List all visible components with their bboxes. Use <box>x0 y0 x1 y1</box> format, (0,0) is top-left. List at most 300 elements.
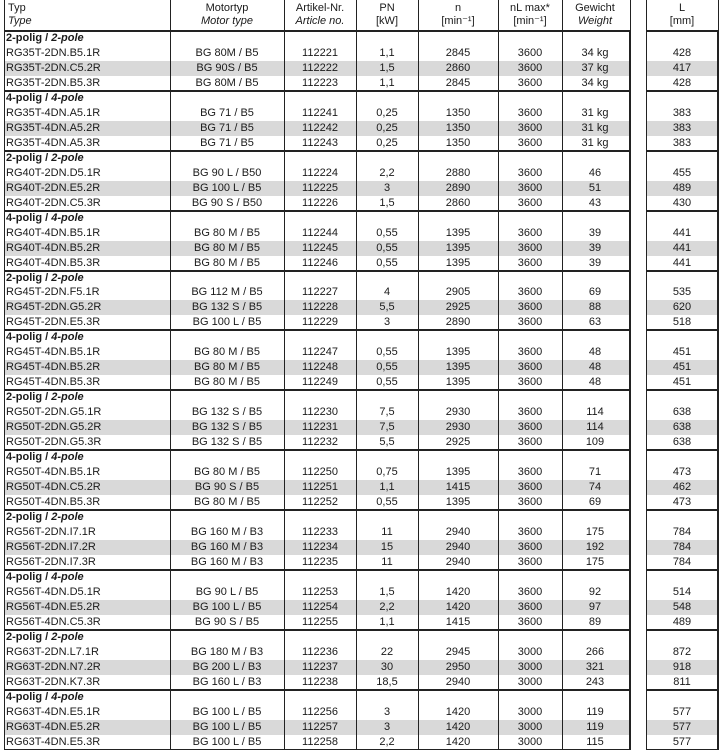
group-label-en: 2-pole <box>51 511 84 524</box>
cell-weight: 119 <box>586 705 604 718</box>
length-group-frame <box>646 91 718 151</box>
cell-speed: 1420 <box>445 705 471 718</box>
cell-motor-type: BG 90 S / B5 <box>194 615 260 628</box>
cell-weight: 243 <box>585 675 605 688</box>
cell-power: 2,2 <box>379 600 395 613</box>
cell-article-no: 112257 <box>302 720 338 733</box>
cell-max-speed: 3000 <box>517 735 543 748</box>
cell-article-no: 112247 <box>302 346 338 359</box>
cell-motor-type: BG 132 S / B5 <box>191 301 263 314</box>
cell-max-speed: 3600 <box>517 585 543 598</box>
cell-length: 451 <box>672 346 692 359</box>
cell-weight: 88 <box>588 301 602 314</box>
cell-power: 22 <box>380 645 394 658</box>
cell-max-speed: 3600 <box>517 166 543 179</box>
group-label-en: 4-pole <box>51 91 84 104</box>
cell-motor-type: BG 100 L / B5 <box>192 316 262 329</box>
cell-power: 1,1 <box>379 615 395 628</box>
cell-type: RG40T-2DN.D5.1R <box>6 166 101 179</box>
cell-type: RG50T-2DN.G5.3R <box>6 436 102 449</box>
cell-length: 417 <box>646 61 718 76</box>
cell-max-speed: 3600 <box>517 615 543 628</box>
header-typ-de: Typ <box>8 2 26 14</box>
header-n-unit: [min⁻¹] <box>441 15 475 27</box>
cell-length: 441 <box>646 241 718 256</box>
cell-max-speed: 3600 <box>517 196 543 209</box>
cell-speed: 2930 <box>445 406 471 419</box>
cell-power: 3 <box>383 181 391 194</box>
cell-length: 441 <box>672 226 692 239</box>
column-separator <box>170 0 171 750</box>
cell-power: 7,5 <box>379 421 395 434</box>
cell-length: 784 <box>672 555 692 568</box>
cell-power: 11 <box>381 526 393 538</box>
cell-max-speed: 3600 <box>517 61 543 74</box>
header-gewicht-en: Weight <box>577 15 613 27</box>
cell-max-speed: 3600 <box>517 241 543 254</box>
cell-motor-type: BG 90 S / B5 <box>194 481 260 494</box>
cell-article-no: 112228 <box>302 301 338 314</box>
header-nl <box>498 2 562 28</box>
header-motortyp-de: Motortyp <box>205 2 249 14</box>
cell-speed: 2950 <box>445 660 471 673</box>
cell-weight: 321 <box>585 660 605 673</box>
table-border <box>718 0 719 750</box>
table-border <box>630 0 631 750</box>
motor-group-frame <box>4 390 630 450</box>
cell-weight: 114 <box>586 406 604 419</box>
column-separator <box>498 0 499 750</box>
cell-motor-type: BG 100 L / B5 <box>192 705 262 718</box>
cell-speed: 1350 <box>445 106 471 119</box>
header-typ <box>8 2 32 28</box>
cell-power: 2,2 <box>379 735 395 748</box>
length-group-frame <box>646 450 718 510</box>
group-label-en: 2-pole <box>51 391 84 404</box>
cell-article-no: 112226 <box>302 196 338 209</box>
cell-speed: 2845 <box>445 46 471 59</box>
cell-speed: 2940 <box>445 675 471 688</box>
cell-power: 2,2 <box>379 166 395 179</box>
cell-speed: 1395 <box>445 376 471 389</box>
cell-article-no: 112235 <box>302 555 338 568</box>
header-artikel <box>284 2 356 28</box>
cell-weight: 109 <box>585 436 605 449</box>
cell-length: 811 <box>673 675 691 688</box>
cell-weight: 31 kg <box>581 106 609 119</box>
cell-max-speed: 3600 <box>517 421 543 434</box>
cell-length: 577 <box>672 735 692 748</box>
header-motortyp-en: Motor type <box>201 15 253 27</box>
cell-length: 462 <box>646 480 718 495</box>
cell-length: 638 <box>672 436 692 449</box>
cell-article-no: 112252 <box>302 496 338 509</box>
cell-length: 548 <box>646 600 718 615</box>
cell-length: 428 <box>672 46 692 59</box>
group-label-de: 4-polig / <box>6 331 52 344</box>
cell-max-speed: 3600 <box>517 121 543 134</box>
header-artikel-de: Artikel-Nr. <box>295 2 345 14</box>
cell-type: RG56T-4DN.C5.3R <box>6 615 101 628</box>
cell-power: 0,55 <box>376 256 398 269</box>
column-separator <box>562 0 563 750</box>
cell-type: RG40T-2DN.C5.3R <box>6 196 101 209</box>
motor-group-frame <box>4 630 630 690</box>
cell-power: 5,5 <box>379 301 395 314</box>
cell-speed: 1420 <box>445 600 471 613</box>
cell-max-speed: 3600 <box>517 136 543 149</box>
cell-max-speed: 3600 <box>517 181 543 194</box>
cell-power: 0,25 <box>376 136 398 149</box>
cell-max-speed: 3600 <box>517 256 543 269</box>
cell-article-no: 112258 <box>302 735 338 748</box>
group-label-en: 2-pole <box>51 32 84 44</box>
cell-motor-type: BG 80M / B5 <box>195 46 259 59</box>
cell-speed: 1420 <box>445 720 471 733</box>
cell-length: 473 <box>672 496 692 509</box>
header-typ-en: Type <box>8 15 32 27</box>
motor-group-frame <box>4 91 630 151</box>
cell-power: 7,5 <box>379 406 395 419</box>
group-label-en: 2-pole <box>51 630 84 643</box>
cell-article-no: 112248 <box>302 361 338 374</box>
cell-length: 784 <box>646 540 718 555</box>
cell-article-no: 112254 <box>302 600 338 613</box>
cell-length: 514 <box>672 585 692 598</box>
cell-type: RG63T-4DN.E5.2R <box>6 720 101 733</box>
cell-power: 0,55 <box>376 361 398 374</box>
header-gewicht <box>562 2 628 28</box>
cell-type: RG35T-4DN.A5.1R <box>6 106 101 119</box>
cell-power: 0,55 <box>376 241 398 254</box>
cell-type: RG63T-2DN.N7.2R <box>6 660 101 673</box>
header-pn-label: PN <box>379 2 395 14</box>
cell-speed: 2925 <box>445 436 471 449</box>
header-nl-unit: [min⁻¹] <box>513 15 547 27</box>
cell-power: 1,1 <box>379 76 395 89</box>
cell-speed: 2930 <box>445 421 471 434</box>
cell-motor-type: BG 80 M / B5 <box>193 256 261 269</box>
cell-article-no: 112229 <box>302 316 338 329</box>
cell-weight: 46 <box>588 166 602 179</box>
cell-type: RG50T-4DN.B5.1R <box>6 466 101 479</box>
cell-motor-type: BG 100 L / B5 <box>192 735 262 748</box>
cell-speed: 1395 <box>445 346 471 359</box>
cell-motor-type: BG 80M / B5 <box>195 76 259 89</box>
cell-article-no: 112233 <box>302 526 338 538</box>
group-label-de: 4-polig / <box>6 91 52 104</box>
cell-length: 577 <box>646 720 718 735</box>
group-label-en: 2-pole <box>51 151 84 164</box>
table-border <box>4 0 5 750</box>
cell-max-speed: 3600 <box>517 76 543 89</box>
cell-speed: 2925 <box>445 301 471 314</box>
cell-power: 0,55 <box>376 346 398 359</box>
cell-length: 638 <box>646 420 718 435</box>
cell-type: RG63T-4DN.E5.3R <box>6 735 101 748</box>
cell-article-no: 112237 <box>302 660 338 673</box>
motor-group-frame <box>4 570 630 630</box>
cell-type: RG35T-4DN.A5.3R <box>6 136 101 149</box>
cell-weight: 192 <box>585 540 605 553</box>
cell-weight: 34 kg <box>581 46 609 59</box>
cell-motor-type: BG 160 M / B3 <box>190 555 264 568</box>
cell-power: 0,55 <box>376 226 398 239</box>
cell-type: RG50T-2DN.G5.1R <box>6 406 102 419</box>
cell-length: 430 <box>672 196 692 209</box>
cell-power: 1,5 <box>379 585 395 598</box>
cell-power: 3 <box>383 316 391 329</box>
cell-power: 1,5 <box>379 61 395 74</box>
cell-motor-type: BG 100 L / B5 <box>192 600 262 613</box>
cell-article-no: 112249 <box>302 376 338 389</box>
cell-length: 535 <box>672 286 692 299</box>
cell-speed: 1395 <box>445 226 471 239</box>
cell-length: 638 <box>672 406 692 419</box>
cell-weight: 115 <box>586 735 604 748</box>
cell-article-no: 112224 <box>302 166 338 179</box>
cell-length: 451 <box>672 376 692 389</box>
motor-group-frame <box>4 151 630 211</box>
cell-article-no: 112251 <box>302 481 338 494</box>
cell-type: RG35T-2DN.B5.3R <box>6 76 101 89</box>
cell-speed: 2890 <box>445 181 471 194</box>
header-underline <box>4 30 630 31</box>
cell-max-speed: 3600 <box>517 526 543 538</box>
cell-article-no: 112243 <box>302 136 338 149</box>
cell-max-speed: 3000 <box>517 675 543 688</box>
cell-type: RG63T-2DN.K7.3R <box>6 675 101 688</box>
cell-weight: 69 <box>588 496 602 509</box>
cell-article-no: 112230 <box>302 406 338 419</box>
cell-speed: 2945 <box>445 645 471 658</box>
cell-weight: 39 <box>588 226 602 239</box>
cell-motor-type: BG 80 M / B5 <box>193 361 261 374</box>
cell-motor-type: BG 80 M / B5 <box>193 241 261 254</box>
cell-article-no: 112227 <box>302 286 338 299</box>
cell-type: RG45T-4DN.B5.1R <box>6 346 101 359</box>
header-l <box>646 2 718 28</box>
cell-type: RG45T-2DN.F5.1R <box>6 286 100 299</box>
length-group-frame <box>646 211 718 271</box>
cell-speed: 2940 <box>445 526 471 538</box>
header-n <box>418 2 498 28</box>
header-gewicht-de: Gewicht <box>575 2 615 14</box>
cell-article-no: 112244 <box>302 226 338 239</box>
cell-article-no: 112253 <box>302 585 338 598</box>
cell-power: 4 <box>383 286 391 299</box>
group-label-de: 4-polig / <box>6 211 52 224</box>
cell-type: RG35T-2DN.B5.1R <box>6 46 101 59</box>
cell-type: RG45T-2DN.G5.2R <box>6 301 102 314</box>
cell-type: RG56T-4DN.D5.1R <box>6 585 101 598</box>
cell-motor-type: BG 71 / B5 <box>200 106 254 119</box>
cell-power: 3 <box>383 720 391 733</box>
cell-article-no: 112256 <box>302 705 338 718</box>
cell-length: 872 <box>672 645 692 658</box>
cell-type: RG50T-2DN.G5.2R <box>6 421 102 434</box>
group-label-en: 4-pole <box>51 570 84 583</box>
cell-speed: 1395 <box>445 496 471 509</box>
cell-weight: 89 <box>588 615 602 628</box>
cell-speed: 1395 <box>445 241 471 254</box>
cell-length: 620 <box>646 300 718 315</box>
cell-speed: 1420 <box>445 735 471 748</box>
cell-article-no: 112225 <box>302 181 338 194</box>
cell-motor-type: BG 90 L / B50 <box>192 166 262 179</box>
cell-type: RG56T-2DN.I7.1R <box>6 526 96 538</box>
cell-weight: 48 <box>588 346 602 359</box>
cell-motor-type: BG 80 M / B5 <box>193 466 261 479</box>
cell-power: 0,55 <box>376 376 398 389</box>
cell-article-no: 112222 <box>302 61 338 74</box>
cell-speed: 2880 <box>445 166 471 179</box>
cell-article-no: 112223 <box>302 76 338 89</box>
cell-weight: 175 <box>585 526 605 538</box>
header-pn <box>356 2 418 28</box>
cell-power: 15 <box>380 540 394 553</box>
cell-max-speed: 3600 <box>517 226 543 239</box>
group-label-de: 4-polig / <box>6 451 52 464</box>
cell-weight: 34 kg <box>581 76 609 89</box>
cell-max-speed: 3600 <box>517 540 543 553</box>
cell-max-speed: 3600 <box>517 106 543 119</box>
column-separator <box>356 0 357 750</box>
cell-max-speed: 3600 <box>517 436 543 449</box>
cell-type: RG45T-2DN.E5.3R <box>6 316 101 329</box>
length-group-frame <box>646 271 718 331</box>
motor-group-frame <box>4 510 630 570</box>
cell-weight: 63 <box>588 316 602 329</box>
cell-max-speed: 3600 <box>517 466 543 479</box>
cell-weight: 31 kg <box>581 121 609 134</box>
cell-weight: 114 <box>586 421 604 434</box>
cell-motor-type: BG 71 / B5 <box>200 136 254 149</box>
cell-length: 473 <box>672 466 692 479</box>
cell-motor-type: BG 90S / B5 <box>196 61 258 74</box>
cell-max-speed: 3600 <box>517 496 543 509</box>
cell-motor-type: BG 132 S / B5 <box>191 421 263 434</box>
length-group-frame <box>646 31 718 91</box>
cell-weight: 31 kg <box>581 136 609 149</box>
cell-article-no: 112232 <box>302 436 338 449</box>
cell-speed: 1415 <box>445 481 471 494</box>
cell-article-no: 112221 <box>302 46 338 59</box>
header-pn-unit: [kW] <box>376 15 398 27</box>
cell-weight: 48 <box>588 376 602 389</box>
cell-article-no: 112246 <box>302 256 338 269</box>
cell-article-no: 112231 <box>302 421 338 434</box>
cell-length: 918 <box>646 660 718 675</box>
cell-motor-type: BG 160 M / B3 <box>190 526 264 538</box>
cell-type: RG45T-4DN.B5.2R <box>6 361 101 374</box>
cell-power: 0,55 <box>376 496 398 509</box>
cell-type: RG40T-4DN.B5.3R <box>6 256 101 269</box>
header-artikel-en: Article no. <box>295 15 345 27</box>
cell-motor-type: BG 160 M / B3 <box>190 540 264 553</box>
cell-weight: 48 <box>588 361 602 374</box>
cell-speed: 1420 <box>445 585 471 598</box>
group-label-de: 2-polig / <box>6 511 52 524</box>
cell-article-no: 112242 <box>302 121 338 134</box>
cell-motor-type: BG 112 M / B5 <box>191 286 263 299</box>
cell-weight: 175 <box>585 555 605 568</box>
cell-weight: 39 <box>588 241 602 254</box>
cell-max-speed: 3600 <box>517 600 543 613</box>
cell-article-no: 112245 <box>302 241 338 254</box>
length-group-frame <box>646 630 718 690</box>
cell-max-speed: 3600 <box>517 301 543 314</box>
cell-power: 1,1 <box>379 481 395 494</box>
group-label-de: 2-polig / <box>6 271 52 284</box>
cell-article-no: 112255 <box>302 615 338 628</box>
cell-motor-type: BG 80 M / B5 <box>193 376 261 389</box>
cell-weight: 71 <box>588 466 602 479</box>
length-group-frame <box>646 510 718 570</box>
cell-max-speed: 3600 <box>517 376 543 389</box>
cell-motor-type: BG 80 M / B5 <box>193 226 261 239</box>
cell-speed: 1350 <box>445 136 471 149</box>
cell-length: 489 <box>672 615 692 628</box>
cell-weight: 39 <box>588 256 602 269</box>
column-separator <box>284 0 285 750</box>
cell-article-no: 112241 <box>302 106 338 119</box>
length-group-frame <box>646 330 718 390</box>
cell-type: RG40T-4DN.B5.1R <box>6 226 101 239</box>
cell-max-speed: 3000 <box>517 705 543 718</box>
cell-speed: 2845 <box>445 76 471 89</box>
header-l-unit: [mm] <box>669 15 695 27</box>
group-label-de: 2-polig / <box>6 32 52 44</box>
cell-length: 455 <box>672 166 692 179</box>
cell-power: 0,25 <box>376 106 398 119</box>
cell-type: RG40T-2DN.E5.2R <box>6 181 101 194</box>
group-label-en: 4-pole <box>51 690 84 703</box>
cell-power: 0,75 <box>376 466 398 479</box>
length-group-frame <box>646 390 718 450</box>
motor-group-frame <box>4 450 630 510</box>
column-separator <box>418 0 419 750</box>
cell-article-no: 112234 <box>302 540 338 553</box>
group-label-de: 4-polig / <box>6 570 52 583</box>
cell-type: RG40T-4DN.B5.2R <box>6 241 101 254</box>
cell-speed: 2940 <box>445 555 471 568</box>
cell-power: 30 <box>380 660 394 673</box>
cell-motor-type: BG 100 L / B5 <box>192 181 262 194</box>
cell-power: 1,1 <box>379 46 395 59</box>
cell-max-speed: 3600 <box>517 481 543 494</box>
cell-length: 428 <box>672 76 692 89</box>
cell-length: 518 <box>672 316 692 329</box>
length-group-frame <box>646 151 718 211</box>
cell-weight: 74 <box>588 481 602 494</box>
cell-motor-type: BG 100 L / B5 <box>192 720 262 733</box>
header-l-label: L <box>678 2 686 14</box>
motor-group-frame <box>4 211 630 271</box>
length-group-frame <box>646 570 718 630</box>
cell-article-no: 112236 <box>302 645 338 658</box>
cell-type: RG35T-4DN.A5.2R <box>6 121 101 134</box>
cell-length: 441 <box>672 256 692 269</box>
group-label-de: 4-polig / <box>6 690 52 703</box>
cell-motor-type: BG 180 M / B3 <box>190 645 264 658</box>
cell-max-speed: 3600 <box>517 346 543 359</box>
cell-type: RG50T-4DN.C5.2R <box>6 481 101 494</box>
group-label-en: 4-pole <box>51 211 84 224</box>
cell-weight: 119 <box>586 720 604 733</box>
cell-length: 784 <box>672 526 692 538</box>
cell-motor-type: BG 90 L / B5 <box>195 585 259 598</box>
